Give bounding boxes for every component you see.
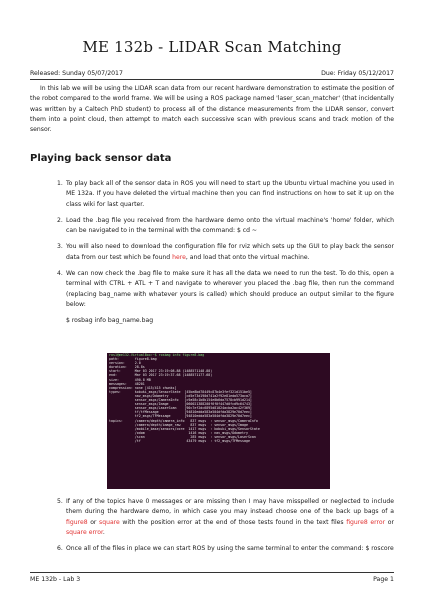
terminal-line: types: kobuki_msgs/SensorState [45be8bd78449c87b4e3fef321d151be5] <box>109 389 252 394</box>
list-item <box>30 269 394 310</box>
footer-rule <box>30 572 394 573</box>
terminal-line: start: Mar 03 2017 23:19:08.88 (1488571148.88) <box>109 369 213 374</box>
header-rule <box>30 79 394 80</box>
list-item <box>30 216 394 237</box>
item-text: Once all of the files in place we can start ROS by using the same terminal to enter the command: $ roscore <box>66 545 394 553</box>
terminal-line: /tf 43479 msgs : tf2_msgs/TFMessage <box>109 438 250 443</box>
released-date: Released: Sunday 05/07/2017 <box>30 70 123 77</box>
item-number: 3. <box>57 243 63 251</box>
item-text: You will also need to download the configuration file for rviz which sets up the GUI to play back the sensor data from our test which be found <box>66 243 394 261</box>
terminal-line: sensor_msgs/CameraInfo [c9a58c1b0b154e0b6da7578cb991d214] <box>109 398 252 403</box>
terminal-line: /odom 1416 msgs : nav_msgs/Odometry <box>109 430 248 435</box>
terminal-line: /mobile_base/sensors/core 1417 msgs : kobuki_msgs/SensorState <box>109 426 260 431</box>
terminal-line: ros1@me132-VirtualBox:~$ rosbag info figure8.bag <box>109 353 205 357</box>
item-text: or <box>385 518 395 526</box>
terminal-line: tf/tfMessage [94810edda583a504dfda3829e70d7eec] <box>109 410 252 415</box>
terminal-line: nav_msgs/Odometry [cd5e73d190d741a2f92e81eda573aca7] <box>109 393 252 398</box>
item-text: Load the .bag file you received from the hardware demo onto the virtual machine's 'home' folder, which can be navigated to in the terminal with the command: $ cd ~ <box>66 216 394 235</box>
item-number: 6. <box>57 545 63 553</box>
intro-paragraph: In this lab we will be using the LIDAR scan data from our recent hardware demonstration to estimate the position of the robot compared to the world frame. We will be using a ROS package named 'laser_scan_matcher' (that incidentally was written by a Caltech PhD student) to process all of the distance measurements from the LIDAR sensor, convert them into a point cloud, then attempt to match each successive scan with previous scans and track motion of the sensor. <box>30 85 394 134</box>
item-text: To play back all of the sensor data in ROS you will need to start up the Ubuntu virtual machine you used in ME 132a. If you have deleted the virtual machine then you can find instructions on how to set it up on the class wiki for last quarter. <box>66 180 394 208</box>
section-heading: Playing back sensor data <box>30 153 172 164</box>
terminal-line: duration: 28.8s <box>109 365 145 370</box>
item-text: If any of the topics have 0 messages or are missing then I may have misspelled or neglected to include them during the hardware demo, in which case you may instead choose one of the back up bags of a <box>66 498 394 516</box>
terminal-line: sensor_msgs/Image [060021388200f6f0f447d0fcd9c64743] <box>109 402 252 407</box>
list-item <box>30 316 394 326</box>
config-link[interactable]: here <box>172 253 186 261</box>
terminal-line: tf2_msgs/TFMessage [94810edda583a504dfda3829e70d7eec] <box>109 414 252 419</box>
terminal-line: path: figure8.bag <box>109 357 157 362</box>
command-text: $ rosbag info bag_name.bag <box>66 317 154 325</box>
terminal-line: compression: none [415/415 chunks] <box>109 385 177 390</box>
square-link[interactable]: square <box>99 518 120 526</box>
terminal-line: messages: 48201 <box>109 381 145 386</box>
list-item <box>30 544 394 554</box>
item-number: 2. <box>57 216 63 224</box>
terminal-screenshot <box>107 353 330 489</box>
list-item <box>30 497 394 538</box>
steps-list-a <box>30 179 394 327</box>
list-item <box>30 242 394 263</box>
footer <box>30 576 394 583</box>
item-text: or <box>87 518 100 526</box>
square-error-link[interactable]: square error <box>66 528 103 536</box>
due-date: Due: Friday 05/12/2017 <box>321 70 394 77</box>
terminal-line: sensor_msgs/LaserScan [90c7ef2dc6895d81024acba2ac42f369] <box>109 406 252 411</box>
terminal-line: topics: /camera/depth/camera_info 837 msgs : sensor_msgs/CameraInfo <box>109 418 258 423</box>
terminal-line: /scan 285 msgs : sensor_msgs/LaserScan <box>109 434 256 439</box>
terminal-line: end: Mar 03 2017 23:19:37.68 (1488571177.68) <box>109 373 213 378</box>
item-text: We can now check the .bag file to make sure it has all the data we need to run the test. To do this, open a terminal with CTRL + ATL + T and navigate to wherever you placed the .bag file, then run the command (replacing bag_name with whatever yours is called) which should produce an output similar to the figure below: <box>66 270 394 308</box>
figure8-link[interactable]: figure8 <box>66 518 88 526</box>
steps-list-b <box>30 497 394 554</box>
item-text: , and load that onto the virtual machine. <box>185 253 310 261</box>
terminal-line: size: 490.8 MB <box>109 377 151 382</box>
item-number: 5. <box>57 498 63 505</box>
terminal-line: version: 2.0 <box>109 361 141 366</box>
footer-left: ME 132b - Lab 3 <box>30 576 81 583</box>
item-text: with the position error at the end of those tests found in the text files <box>119 518 347 526</box>
figure8-error-link[interactable]: figure8 error <box>346 518 386 526</box>
doc-title: ME 132b - LIDAR Scan Matching <box>82 38 342 56</box>
terminal-line: /camera/depth/image_raw 837 msgs : sensor_msgs/Image <box>109 422 248 427</box>
list-item <box>30 179 394 210</box>
item-number: 4. <box>57 270 63 278</box>
meta-row <box>30 70 394 77</box>
item-text: . <box>102 528 105 536</box>
item-number: 1. <box>57 180 63 187</box>
page-number: Page 1 <box>373 576 394 583</box>
